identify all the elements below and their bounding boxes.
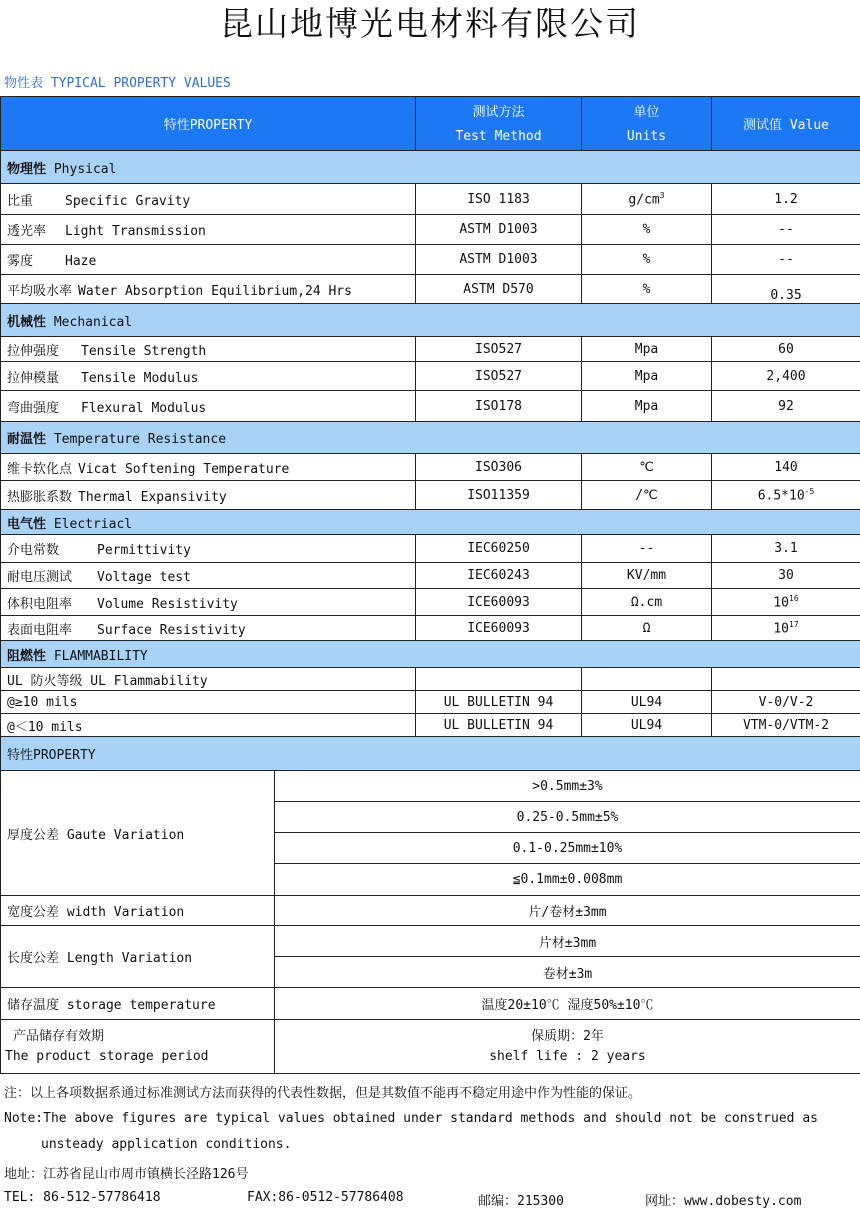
test-method: ISO527 (416, 362, 582, 391)
tolerance-table (0, 736, 860, 1074)
unit: Mpa (582, 337, 712, 362)
unit (582, 668, 712, 691)
section-title-cn: 机械性 (7, 315, 46, 330)
note-en-line2: unsteady application conditions. (41, 1137, 291, 1152)
header-units-cn: 单位 (588, 100, 705, 126)
test-method: ISO11359 (416, 481, 582, 510)
test-method: ASTM D1003 (416, 245, 582, 275)
property-en: Flexural Modulus (81, 401, 206, 416)
test-method: IEC60243 (416, 563, 582, 589)
unit: UL94 (582, 714, 712, 737)
section-electrical (1, 510, 860, 535)
unit: UL94 (582, 691, 712, 714)
test-method: ISO 1183 (416, 184, 582, 215)
address: 地址：江苏省昆山市周市镇横长泾路126号 (4, 1163, 248, 1182)
period-value-cn: 保质期：2年 (281, 1027, 854, 1047)
document-subtitle: 物性表 TYPICAL PROPERTY VALUES (4, 72, 231, 91)
table-row (1, 988, 860, 1020)
section-thermal (1, 422, 860, 454)
property-name: @＜10 mils (1, 714, 416, 737)
test-value: 60 (712, 337, 860, 362)
test-value: VTM-0/VTM-2 (712, 714, 860, 737)
property-name (1, 481, 416, 510)
header-value: 测试值 Value (712, 97, 860, 151)
property-en: Haze (65, 254, 96, 269)
table-row (1, 668, 860, 691)
period-label (1, 1020, 275, 1074)
table-row (1, 714, 860, 737)
thickness-value: ≦0.1mm±0.008mm (275, 864, 860, 896)
thickness-value: 0.1-0.25mm±10% (275, 833, 860, 864)
section-title (1, 422, 860, 454)
test-value: V-0/V-2 (712, 691, 860, 714)
section-title-en: Physical (46, 162, 116, 177)
test-value (712, 589, 860, 616)
period-label-en: The product storage period (5, 1047, 268, 1067)
value-base: 10 (773, 621, 789, 636)
test-value: 2,400 (712, 362, 860, 391)
test-method: ISO178 (416, 391, 582, 422)
value-sup: 17 (789, 620, 799, 629)
property-cn: 比重 (7, 190, 65, 209)
table-row (1, 563, 860, 589)
width-label: 宽度公差 width Variation (1, 896, 275, 926)
property-en: Tensile Strength (81, 344, 206, 359)
table-row (1, 616, 860, 641)
table-row (1, 454, 860, 481)
property-cn: 平均吸水率 (7, 284, 72, 299)
section-mechanical (1, 304, 860, 337)
table-row (1, 275, 860, 304)
table-row (1, 771, 860, 802)
section-title-en: Electriacl (46, 517, 132, 532)
header-method-en: Test Method (422, 126, 575, 148)
section-title-cn: 阻燃性 (7, 649, 46, 664)
test-value: 3.1 (712, 535, 860, 563)
table-row (1, 184, 860, 215)
property-cn: 介电常数 (7, 539, 97, 558)
property-name (1, 362, 416, 391)
test-value (712, 616, 860, 641)
property-name (1, 563, 416, 589)
property-name (1, 391, 416, 422)
section-title-cn: 物理性 (7, 162, 46, 177)
note-cn: 注：以上各项数据系通过标准测试方法而获得的代表性数据，但是其数值不能再不稳定用途中作为性能的保证。 (4, 1082, 641, 1101)
value-base: 10 (773, 595, 789, 610)
table-row (1, 337, 860, 362)
property-cn: 表面电阻率 (7, 619, 97, 638)
table-row (1, 215, 860, 245)
thickness-value: 0.25-0.5mm±5% (275, 802, 860, 833)
company-name: 昆山地博光电材料有限公司 (0, 4, 860, 44)
property-name (1, 275, 416, 304)
table-row (1, 589, 860, 616)
property-name: UL 防火等级 UL Flammability (1, 668, 416, 691)
property-cn: 热膨胀系数 (7, 490, 72, 505)
value-sup: -5 (805, 487, 815, 496)
period-value-en: shelf life : 2 years (281, 1047, 854, 1067)
test-method: UL BULLETIN 94 (416, 691, 582, 714)
header-method (416, 97, 582, 151)
section-title (1, 641, 860, 668)
property-name (1, 184, 416, 215)
property-en: Tensile Modulus (81, 371, 198, 386)
footer-tel: TEL: 86-512-57786418 (4, 1190, 161, 1205)
test-value: 1.2 (712, 184, 860, 215)
unit: KV/mm (582, 563, 712, 589)
property-en: Voltage test (97, 570, 191, 585)
footer-website: 网址：www.dobesty.com (645, 1190, 801, 1209)
property-name (1, 616, 416, 641)
period-value (275, 1020, 860, 1074)
section-title-cn: 电气性 (7, 517, 46, 532)
property-cn: 弯曲强度 (7, 397, 81, 416)
test-value (712, 668, 860, 691)
unit-sup: 3 (660, 191, 665, 200)
thickness-value: >0.5mm±3% (275, 771, 860, 802)
width-value: 片/卷材±3mm (275, 896, 860, 926)
test-method: ICE60093 (416, 616, 582, 641)
property-en: Water Absorption Equilibrium,24 Hrs (78, 284, 352, 299)
property-name (1, 337, 416, 362)
period-label-cn: 产品储存有效期 (5, 1027, 268, 1047)
test-method: ASTM D570 (416, 275, 582, 304)
test-method: ICE60093 (416, 589, 582, 616)
test-value: 140 (712, 454, 860, 481)
section-title (1, 510, 860, 535)
test-value: 30 (712, 563, 860, 589)
unit: Ω.cm (582, 589, 712, 616)
property-cn: 拉伸模量 (7, 367, 81, 386)
section-title-en: FLAMMABILITY (46, 649, 148, 664)
test-method: ISO527 (416, 337, 582, 362)
property-en: Thermal Expansivity (78, 490, 227, 505)
length-value: 片材±3mm (275, 926, 860, 957)
value-base: 6.5*10 (758, 488, 805, 503)
header-units (582, 97, 712, 151)
test-value: 0.35 (712, 275, 860, 304)
test-value: 92 (712, 391, 860, 422)
unit: % (582, 245, 712, 275)
header-method-cn: 测试方法 (422, 100, 575, 126)
header-property: 特性PROPERTY (1, 97, 416, 151)
unit (582, 184, 712, 215)
test-method: ASTM D1003 (416, 215, 582, 245)
section-title-en: Temperature Resistance (46, 432, 226, 447)
storage-value: 温度20±10℃ 湿度50%±10℃ (275, 988, 860, 1020)
table-row (1, 535, 860, 563)
property-name (1, 589, 416, 616)
property-name (1, 454, 416, 481)
table-row (1, 926, 860, 957)
table-header-row (1, 97, 860, 151)
value-sup: 16 (789, 594, 799, 603)
unit: % (582, 215, 712, 245)
property-cn: 维卡软化点 (7, 462, 72, 477)
property-cn: 体积电阻率 (7, 593, 97, 612)
section-flammability (1, 641, 860, 668)
property-en: Light Transmission (65, 224, 206, 239)
table-row (1, 391, 860, 422)
table-row (1, 245, 860, 275)
unit: % (582, 275, 712, 304)
table-row (1, 691, 860, 714)
length-label: 长度公差 Length Variation (1, 926, 275, 988)
section-title-en: Mechanical (46, 315, 132, 330)
property-name (1, 215, 416, 245)
property-table (0, 96, 860, 737)
test-value (712, 481, 860, 510)
property-cn: 透光率 (7, 220, 65, 239)
property-name: @≥10 mils (1, 691, 416, 714)
storage-label: 储存温度 storage temperature (1, 988, 275, 1020)
property-name (1, 245, 416, 275)
thickness-label: 厚度公差 Gaute Variation (1, 771, 275, 896)
unit: Mpa (582, 391, 712, 422)
section-title (1, 151, 860, 184)
section-title (1, 304, 860, 337)
property-cn: 耐电压测试 (7, 566, 97, 585)
section-title-cn: 耐温性 (7, 432, 46, 447)
property-name (1, 535, 416, 563)
property-en: Surface Resistivity (97, 623, 246, 638)
section-title: 特性PROPERTY (1, 737, 860, 771)
property-cn: 雾度 (7, 250, 65, 269)
unit: -- (582, 535, 712, 563)
section-tolerance (1, 737, 860, 771)
test-method (416, 668, 582, 691)
header-units-en: Units (588, 126, 705, 148)
unit-base: g/cm (628, 192, 659, 207)
unit: /℃ (582, 481, 712, 510)
test-value: -- (712, 215, 860, 245)
test-method: UL BULLETIN 94 (416, 714, 582, 737)
footer-fax: FAX:86-0512-57786408 (247, 1190, 404, 1205)
table-row (1, 1020, 860, 1074)
property-en: Specific Gravity (65, 194, 190, 209)
test-method: ISO306 (416, 454, 582, 481)
property-cn: 拉伸强度 (7, 340, 81, 359)
unit: Mpa (582, 362, 712, 391)
table-row (1, 896, 860, 926)
unit: ℃ (582, 454, 712, 481)
section-physical (1, 151, 860, 184)
property-en: Volume Resistivity (97, 597, 238, 612)
table-row (1, 481, 860, 510)
table-row (1, 362, 860, 391)
note-en-line1: Note:The above figures are typical values obtained under standard methods and should not be construed as (4, 1111, 818, 1126)
test-method: IEC60250 (416, 535, 582, 563)
test-value: -- (712, 245, 860, 275)
unit: Ω (582, 616, 712, 641)
property-en: Permittivity (97, 543, 191, 558)
property-en: Vicat Softening Temperature (78, 462, 289, 477)
length-value: 卷材±3m (275, 957, 860, 988)
footer-zip: 邮编：215300 (478, 1190, 564, 1209)
